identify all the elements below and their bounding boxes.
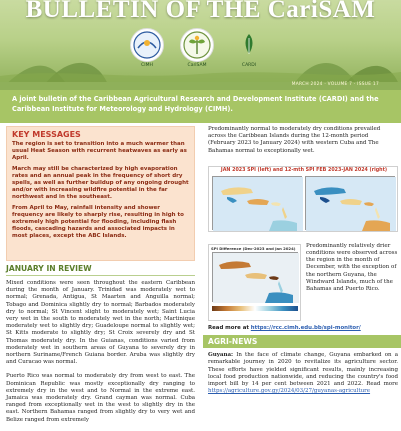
spi-maps-caption [209,168,399,173]
agri-news-link[interactable]: https://agriculture.gov.gy/2024/03/27/guyanas-agriculture [208,388,371,395]
spi-caption-left: JAN 2023 SPI (left) and 12-mth SPI [220,168,317,173]
spi-color-scale [212,306,298,311]
spi-intro-text: Predominantly normal to moderately dry conditions prevailed across the Caribbean Islands during the 12-month period (February 2023 to January 2024) with western Cuba and The Bahamas normal to exceptionally wet. [208,126,381,154]
january-review-heading: JANUARY IN REVIEW [6,264,195,276]
spi-map-january [212,176,302,230]
january-review-paragraph-1: Mixed conditions were seen throughout the eastern Caribbean during the month of January. Trinidad was moderately wet to normal; Grenada, Antigua, St Maarten and Anguilla normal; Tobago and Dominica slightly dry to normal; Barbados moderately dry to normal; St Vincent slight to moderately wet; Saint Lucia very wet in the south to moderately wet in the north; Martinique moderately wet to slightly dry; Guadeloupe normal to slightly wet; St Kitts moderate to slightly dry; St Croix severely dry and St Thomas moderately dry. In the Guianas, conditions varied from moderately wet in southern areas of Guyana to severely dry in northern Suriname/French Guiana border. Aruba was slightly dry and Curacao was normal. [6,280,195,366]
key-message-3: From April to May, rainfall intensity and shower frequency are likely to sharply rise, resulting in high to extremely high potential for flooding, including flash floods, cascading hazards and associated impacts in most places, except the ABC Islands. [12,204,184,240]
spi-maps-figure [208,166,398,232]
spi-caption-right: FEB 2023-JAN 2024 (right) [316,168,388,173]
key-message-1: The region is set to transition into a much warmer than usual Heat Season with recurrent heatwaves as early as April. [12,141,187,162]
bulletin-title: BULLETIN OF THE CariSAM [25,0,376,23]
spi-difference-caption: SPI Difference (Dec-2023 and Jan 2024) [211,246,296,251]
key-message-2: March may still be characterized by high evaporation rates and an annual peak in the frequency of short dry spells, as well as further buildup of any ongoing drought and/or with increasing wildfire potential in the far northwest and in the southeast. [12,165,189,201]
spi-map-12-month [305,176,395,230]
right-column [203,123,401,400]
january-review-body [6,280,195,431]
carisam-logo [180,28,214,62]
read-more-line [208,325,398,331]
agri-news-lead: Guyana: [208,352,234,358]
agri-news-body [208,352,398,396]
spi-difference-text: Predominantly relatively drier conditions were observed across the region in the month of December, with the exception of the northern Guyana, the Windward Islands, much of the Bahamas and Puerto Rico. [306,243,398,292]
read-more-label: Read more at [208,325,251,331]
spi-difference-map [212,252,298,302]
agri-news-text: In the face of climate change, Guyana embarked on a remarkable journey in 2020 to revitalize its agriculture sector. These efforts have yielded significant results, mainly increasing local food production nationwide, and reducing the country's food import bill by 14 per cent between 2021 and 2022. Read more [208,352,398,387]
cimh-caption: CIMH [141,63,153,68]
masthead [0,0,401,90]
january-review-paragraph-2: Puerto Rico was normal to moderately dry from west to east. The Dominican Republic was mostly exceptionally dry ranging to extremely dry in the west and to Normal in the extreme east. Jamaica was moderately dry. Grand cayman was normal. Cuba ranged from exceptionally wet in the west to slightly dry in the east. Northern Bahamas ranged from slightly dry to very wet and Belize ranged from extremely [6,373,195,423]
cardi-caption: CARDI [241,63,257,68]
key-messages-box [6,126,195,261]
cardi-logo [232,28,266,62]
spi-difference-figure [208,244,301,321]
left-column [0,123,196,423]
agri-news-heading: AGRI-NEWS [203,335,401,348]
spi-monitor-link[interactable]: https://rcc.cimh.edu.bb/spi-monitor/ [250,325,361,331]
joint-bulletin-banner: A joint bulletin of the Caribbean Agricultural Research and Development Institute (CARDI) and the Caribbean Institute for Meteorology and Hydrology (CIMH). [0,90,401,123]
cimh-logo [130,28,164,62]
issue-info: MARCH 2024 · VOLUME 7 · ISSUE 17 [291,82,379,87]
key-messages-heading: KEY MESSAGES [12,130,81,139]
carisam-caption: CariSAM [187,63,207,68]
